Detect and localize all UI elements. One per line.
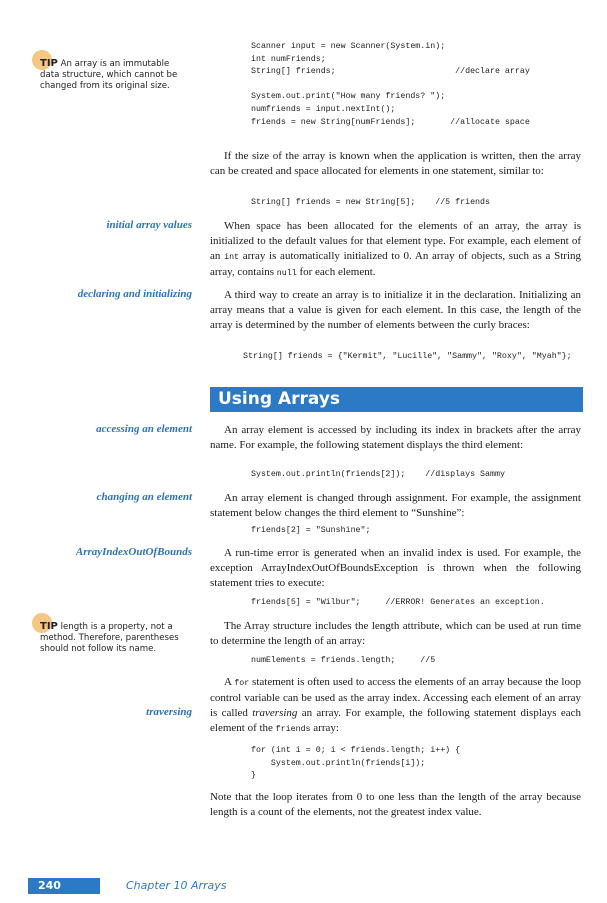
code-error: friends[5] = "Wilbur"; //ERROR! Generates an exception. bbox=[251, 598, 545, 607]
text-span: for each element. bbox=[296, 266, 376, 279]
margin-note-declaring-initializing: declaring and initializing bbox=[77, 288, 192, 300]
code-inline-int: int bbox=[224, 253, 240, 263]
tip-text: length is a property, not a method. Therefore, parentheses should not follow its name. bbox=[40, 622, 179, 654]
paragraph-size-known bbox=[210, 149, 581, 179]
section-heading: Using Arrays bbox=[210, 387, 583, 412]
margin-note-traversing: traversing bbox=[146, 706, 192, 718]
code-println: System.out.println(friends[2]); //displays Sammy bbox=[251, 470, 505, 479]
code-five-friends: String[] friends = new String[5]; //5 friends bbox=[251, 198, 490, 207]
paragraph-text: Note that the loop iterates from 0 to one less than the length of the array because length is a count of the elements, not the greatest index value. bbox=[210, 791, 581, 819]
code-initializer-list: String[] friends = {"Kermit", "Lucille", "Sammy", "Roxy", "Myah"}; bbox=[243, 352, 572, 361]
margin-note-initial-values: initial array values bbox=[106, 219, 192, 231]
margin-note-changing: changing an element bbox=[96, 491, 192, 503]
chapter-title: Chapter 10 Arrays bbox=[126, 879, 227, 892]
text-span: When space has been allocated for the elements of an array, the array is initialized to the default values for that element type. For example, each element of an bbox=[210, 220, 581, 263]
paragraph-text: An array element is accessed by including its index in brackets after the array name. For example, the following statement displays the third element: bbox=[210, 424, 581, 452]
margin-note-accessing: accessing an element bbox=[96, 423, 192, 435]
paragraph-text: The Array structure includes the length attribute, which can be used at run time to determine the length of an array: bbox=[210, 620, 581, 648]
tip-length-property bbox=[40, 621, 190, 655]
paragraph-text: If the size of the array is known when the application is written, then the array can be created and space allocated for elements in one statement, similar to: bbox=[210, 150, 581, 178]
code-assign: friends[2] = "Sunshine"; bbox=[251, 526, 371, 535]
tip-text: An array is an immutable data structure, which cannot be changed from its original size. bbox=[40, 59, 178, 91]
paragraph-changing bbox=[210, 491, 581, 521]
paragraph-text: A third way to create an array is to initialize it in the declaration. Initializing an array means that a value is given for each element. In this case, the length of the array is determined by the number of elements between the curly braces: bbox=[210, 289, 581, 332]
code-for-loop: for (int i = 0; i < friends.length; i++) { System.out.println(friends[i]); } bbox=[251, 746, 461, 781]
paragraph-accessing bbox=[210, 423, 581, 453]
code-inline-null: null bbox=[276, 269, 297, 279]
code-declare-array: Scanner input = new Scanner(System.in); int numFriends; String[] friends; //declare array System.out.print("How many friends? "); numfriends = input.nextInt(); friends = new String[numFriends]; //allocate space bbox=[251, 42, 530, 127]
text-emphasis: traversing bbox=[252, 707, 298, 720]
paragraph-default-values bbox=[210, 219, 581, 281]
paragraph-text: An array element is changed through assignment. For example, the assignment statement below changes the third element to “Sunshine”: bbox=[210, 492, 581, 520]
text-span: statement is often used to access the elements of an array because the loop control variable can be used as the array index. Accessing each element of an array is called bbox=[210, 676, 581, 720]
tip-immutable bbox=[40, 58, 190, 92]
page-number: 240 bbox=[28, 878, 100, 894]
text-span: an array. For example, the following statement displays each element of the bbox=[210, 707, 581, 735]
paragraph-traversing bbox=[210, 675, 581, 737]
paragraph-third-way bbox=[210, 288, 581, 333]
paragraph-runtime-error bbox=[210, 546, 581, 591]
tip-label: TIP bbox=[40, 621, 58, 632]
text-span: A bbox=[224, 676, 235, 688]
paragraph-length bbox=[210, 619, 581, 649]
code-length: numElements = friends.length; //5 bbox=[251, 656, 436, 665]
paragraph-text: A run-time error is generated when an invalid index is used. For example, the exception ArrayIndexOutOfBoundsException is thrown when the following statement tries to execute: bbox=[210, 547, 581, 590]
code-inline-friends: friends bbox=[275, 725, 311, 735]
paragraph-loop-note bbox=[210, 790, 581, 820]
text-span: array: bbox=[310, 722, 339, 735]
code-inline-for: for bbox=[234, 679, 250, 688]
margin-note-out-of-bounds: ArrayIndexOutOfBounds bbox=[75, 546, 192, 558]
tip-label: TIP bbox=[40, 58, 58, 69]
text-span: array is automatically initialized to 0. An array of objects, such as a String array, contains bbox=[210, 250, 582, 279]
